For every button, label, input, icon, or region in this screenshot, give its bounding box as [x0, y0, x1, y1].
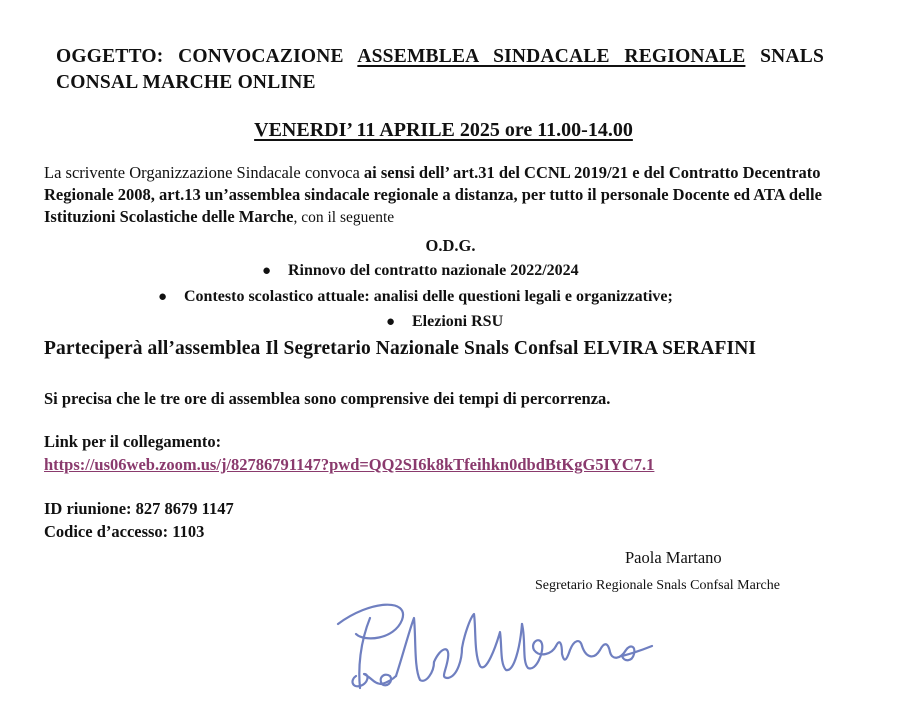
subject-prefix: OGGETTO: CONVOCAZIONE	[56, 46, 358, 67]
meeting-id: ID riunione: 827 8679 1147	[44, 499, 234, 518]
intro-part2: ai sensi dell’ art.31 del CCNL 2019/21 e del Contratto Decentrato Regionale 2008, art.13 un’assemblea sindacale regionale a distanza, per tutto il personale Docente ed ATA delle Istituzioni Scolastiche delle Marche	[44, 163, 822, 226]
odg-item-3-text: Elezioni RSU	[412, 313, 504, 330]
bullet-icon: ●	[262, 263, 272, 279]
odg-title: O.D.G.	[425, 236, 476, 255]
access-code: Codice d’accesso: 1103	[44, 522, 205, 541]
meeting-date-text: VENERDI’ 11 APRILE 2025 ore 11.00-14.00	[254, 119, 633, 141]
subject-rest: SNALS CONSAL MARCHE ONLINE	[56, 46, 824, 93]
meeting-date	[0, 119, 901, 142]
intro-paragraph	[44, 162, 834, 229]
participation-line: Parteciperà all’assemblea Il Segretario Nazionale Snals Confsal ELVIRA SERAFINI	[44, 338, 757, 359]
intro-part3: , con il seguente	[293, 209, 395, 226]
bullet-icon: ●	[386, 314, 396, 330]
travel-time-note: Si precisa che le tre ore di assemblea sono comprensive dei tempi di percorrenza.	[44, 389, 611, 408]
document-subject	[56, 44, 824, 96]
signatory-role: Segretario Regionale Snals Confsal Marche	[535, 578, 780, 593]
intro-part1: La scrivente Organizzazione Sindacale convoca	[44, 163, 364, 182]
odg-item-2	[158, 288, 673, 306]
subject-underlined: ASSEMBLEA SINDACALE REGIONALE	[357, 46, 746, 67]
odg-item-2-text: Contesto scolastico attuale: analisi delle questioni legali e organizzative;	[184, 288, 673, 305]
bullet-icon: ●	[158, 289, 168, 305]
odg-item-1	[262, 262, 579, 280]
signatory-name: Paola Martano	[625, 548, 722, 567]
zoom-link[interactable]: https://us06web.zoom.us/j/82786791147?pwd=QQ2SI6k8kTfeihkn0dbdBtKgG5IYC7.1	[44, 455, 655, 474]
odg-item-1-text: Rinnovo del contratto nazionale 2022/2024	[288, 262, 579, 279]
link-label: Link per il collegamento:	[44, 432, 222, 451]
odg-item-3	[386, 313, 503, 331]
handwritten-signature	[330, 588, 680, 698]
